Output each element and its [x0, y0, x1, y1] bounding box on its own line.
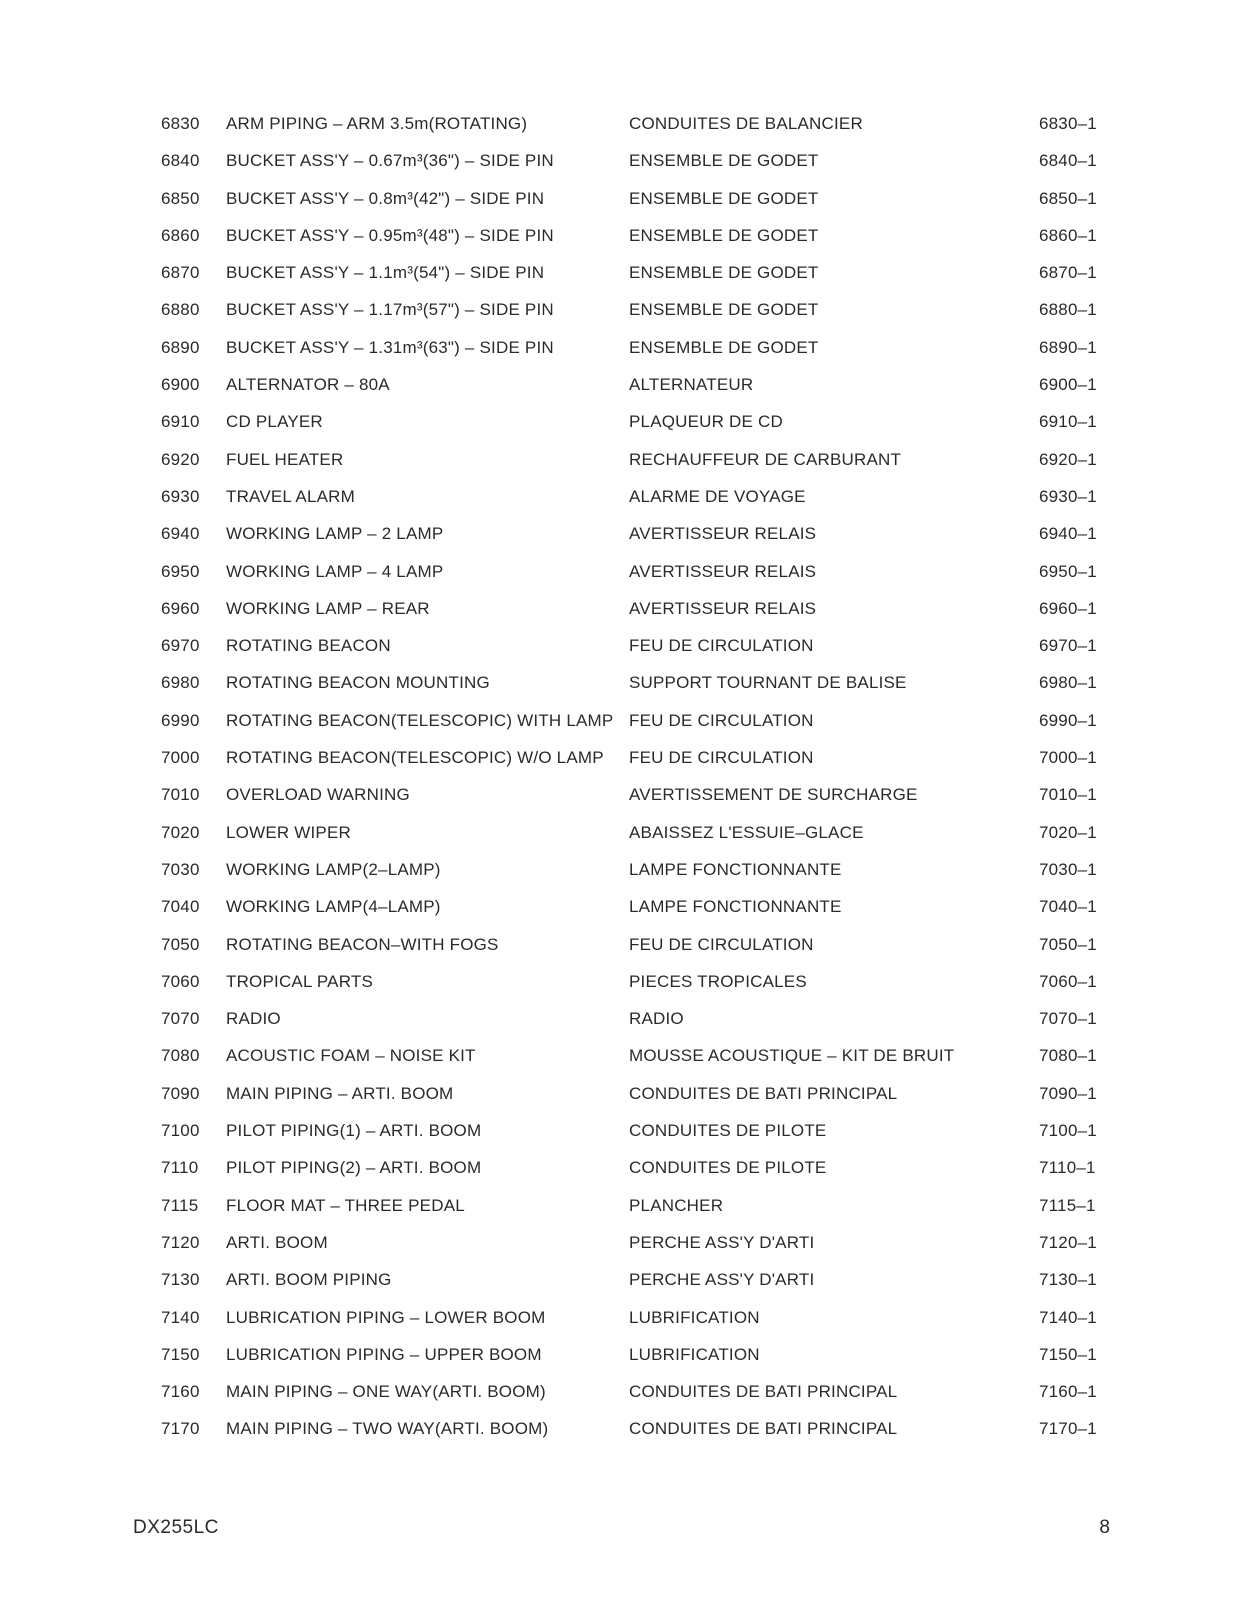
table-row: [0, 1076, 1236, 1113]
french-title: LUBRIFICATION: [629, 1307, 760, 1327]
table-row: [0, 1262, 1236, 1299]
table-row: [0, 479, 1236, 516]
section-number: 7090: [161, 1083, 200, 1103]
english-title: PILOT PIPING(2) – ARTI. BOOM: [226, 1158, 482, 1178]
french-title: ABAISSEZ L'ESSUIE–GLACE: [629, 822, 864, 842]
page-reference: 6950–1: [1039, 561, 1097, 581]
english-title: ROTATING BEACON(TELESCOPIC) WITH LAMP: [226, 710, 614, 730]
table-row: [0, 1225, 1236, 1262]
english-title: ACOUSTIC FOAM – NOISE KIT: [226, 1046, 476, 1066]
table-row: [0, 1411, 1236, 1448]
english-title: WORKING LAMP – REAR: [226, 598, 430, 618]
french-title: FEU DE CIRCULATION: [629, 710, 814, 730]
table-row: [0, 852, 1236, 889]
french-title: RECHAUFFEUR DE CARBURANT: [629, 449, 902, 469]
section-number: 6880: [161, 300, 200, 320]
french-title: ENSEMBLE DE GODET: [629, 188, 819, 208]
section-number: 7070: [161, 1009, 200, 1029]
section-number: 7130: [161, 1270, 200, 1290]
french-title: ENSEMBLE DE GODET: [629, 337, 819, 357]
french-title: LAMPE FONCTIONNANTE: [629, 897, 842, 917]
page-reference: 7020–1: [1039, 822, 1097, 842]
page-reference: 7100–1: [1039, 1121, 1097, 1141]
section-number: 6940: [161, 524, 200, 544]
section-number: 6900: [161, 375, 200, 395]
table-row: [0, 367, 1236, 404]
english-title: MAIN PIPING – ONE WAY(ARTI. BOOM): [226, 1382, 546, 1402]
english-title: BUCKET ASS'Y – 1.1m³(54") – SIDE PIN: [226, 263, 545, 283]
english-title: RADIO: [226, 1009, 281, 1029]
section-number: 6950: [161, 561, 200, 581]
table-row: [0, 404, 1236, 441]
table-row: [0, 106, 1236, 143]
english-title: LOWER WIPER: [226, 822, 351, 842]
english-title: ARTI. BOOM: [226, 1232, 328, 1252]
english-title: FUEL HEATER: [226, 449, 344, 469]
section-number: 7040: [161, 897, 200, 917]
section-number: 6920: [161, 449, 200, 469]
french-title: AVERTISSEMENT DE SURCHARGE: [629, 785, 918, 805]
french-title: ALARME DE VOYAGE: [629, 486, 806, 506]
page-reference: 6870–1: [1039, 263, 1097, 283]
french-title: CONDUITES DE BATI PRINCIPAL: [629, 1419, 898, 1439]
section-number: 6980: [161, 673, 200, 693]
page-reference: 7010–1: [1039, 785, 1097, 805]
french-title: ENSEMBLE DE GODET: [629, 300, 819, 320]
section-number: 7120: [161, 1232, 200, 1252]
page-reference: 7150–1: [1039, 1344, 1097, 1364]
english-title: ROTATING BEACON–WITH FOGS: [226, 934, 499, 954]
table-row: [0, 554, 1236, 591]
page-reference: 6840–1: [1039, 151, 1097, 171]
page-reference: 6940–1: [1039, 524, 1097, 544]
section-number: 7170: [161, 1419, 200, 1439]
french-title: LUBRIFICATION: [629, 1344, 760, 1364]
english-title: ARM PIPING – ARM 3.5m(ROTATING): [226, 114, 528, 133]
table-row: [0, 516, 1236, 553]
page-reference: 7050–1: [1039, 934, 1097, 954]
section-number: 6970: [161, 636, 200, 656]
table-row: [0, 927, 1236, 964]
page-reference: 7110–1: [1039, 1158, 1096, 1178]
section-number: 7000: [161, 748, 200, 768]
table-row: [0, 1038, 1236, 1075]
section-number: 6890: [161, 337, 200, 357]
section-number: 6860: [161, 225, 200, 245]
parts-index-table: [0, 106, 1236, 1449]
page-reference: 6990–1: [1039, 710, 1097, 730]
section-number: 7110: [161, 1158, 199, 1178]
section-number: 7150: [161, 1344, 200, 1364]
page-reference: 7080–1: [1039, 1046, 1097, 1066]
french-title: ALTERNATEUR: [629, 375, 754, 395]
french-title: AVERTISSEUR RELAIS: [629, 561, 817, 581]
english-title: BUCKET ASS'Y – 0.95m³(48") – SIDE PIN: [226, 225, 554, 245]
english-title: LUBRICATION PIPING – LOWER BOOM: [226, 1307, 546, 1327]
section-number: 7100: [161, 1121, 200, 1141]
english-title: ROTATING BEACON(TELESCOPIC) W/O LAMP: [226, 748, 604, 768]
english-title: ROTATING BEACON: [226, 636, 391, 656]
table-row: [0, 1113, 1236, 1150]
french-title: PIECES TROPICALES: [629, 971, 807, 991]
french-title: FEU DE CIRCULATION: [629, 748, 814, 768]
page-reference: 6830–1: [1039, 114, 1097, 133]
english-title: MAIN PIPING – ARTI. BOOM: [226, 1083, 454, 1103]
section-number: 6930: [161, 486, 200, 506]
page-reference: 7170–1: [1039, 1419, 1097, 1439]
section-number: 7020: [161, 822, 200, 842]
section-number: 6960: [161, 598, 200, 618]
page-reference: 7115–1: [1039, 1195, 1096, 1215]
french-title: CONDUITES DE PILOTE: [629, 1158, 827, 1178]
english-title: ALTERNATOR – 80A: [226, 375, 390, 395]
section-number: 6910: [161, 412, 200, 432]
english-title: ROTATING BEACON MOUNTING: [226, 673, 490, 693]
section-number: 7010: [161, 785, 200, 805]
page-reference: 7070–1: [1039, 1009, 1097, 1029]
page-reference: 6850–1: [1039, 188, 1097, 208]
section-number: 7080: [161, 1046, 200, 1066]
page-reference: 7090–1: [1039, 1083, 1097, 1103]
section-number: 6840: [161, 151, 200, 171]
page-reference: 6900–1: [1039, 375, 1097, 395]
english-title: TRAVEL ALARM: [226, 486, 355, 506]
page-reference: 6980–1: [1039, 673, 1097, 693]
table-row: [0, 1337, 1236, 1374]
page-reference: 7060–1: [1039, 971, 1097, 991]
english-title: WORKING LAMP – 2 LAMP: [226, 524, 444, 544]
english-title: BUCKET ASS'Y – 0.67m³(36") – SIDE PIN: [226, 151, 554, 171]
french-title: CONDUITES DE PILOTE: [629, 1121, 827, 1141]
french-title: PERCHE ASS'Y D'ARTI: [629, 1232, 815, 1252]
section-number: 7140: [161, 1307, 200, 1327]
section-number: 7160: [161, 1382, 200, 1402]
french-title: CONDUITES DE BATI PRINCIPAL: [629, 1083, 898, 1103]
french-title: AVERTISSEUR RELAIS: [629, 598, 817, 618]
english-title: FLOOR MAT – THREE PEDAL: [226, 1195, 465, 1215]
section-number: 7115: [161, 1195, 199, 1215]
page-reference: 6960–1: [1039, 598, 1097, 618]
section-number: 7060: [161, 971, 200, 991]
table-row: [0, 591, 1236, 628]
french-title: RADIO: [629, 1009, 684, 1029]
table-row: [0, 703, 1236, 740]
english-title: OVERLOAD WARNING: [226, 785, 410, 805]
english-title: WORKING LAMP(4–LAMP): [226, 897, 441, 917]
page-reference: 6890–1: [1039, 337, 1097, 357]
page-reference: 6930–1: [1039, 486, 1097, 506]
section-number: 6850: [161, 188, 200, 208]
french-title: SUPPORT TOURNANT DE BALISE: [629, 673, 907, 693]
page-reference: 7140–1: [1039, 1307, 1097, 1327]
table-row: [0, 815, 1236, 852]
table-row: [0, 889, 1236, 926]
table-row: [0, 181, 1236, 218]
french-title: ENSEMBLE DE GODET: [629, 263, 819, 283]
page-reference: 7040–1: [1039, 897, 1097, 917]
table-row: [0, 442, 1236, 479]
page-reference: 6920–1: [1039, 449, 1097, 469]
page-reference: 6860–1: [1039, 225, 1097, 245]
french-title: LAMPE FONCTIONNANTE: [629, 859, 842, 879]
section-number: 6990: [161, 710, 200, 730]
french-title: ENSEMBLE DE GODET: [629, 225, 819, 245]
english-title: WORKING LAMP – 4 LAMP: [226, 561, 444, 581]
section-number: 7050: [161, 934, 200, 954]
table-row: [0, 740, 1236, 777]
page-reference: 7130–1: [1039, 1270, 1097, 1290]
table-row: [0, 1374, 1236, 1411]
section-number: 6870: [161, 263, 200, 283]
table-row: [0, 777, 1236, 814]
page-reference: 6880–1: [1039, 300, 1097, 320]
footer-page-number: 8: [1099, 1517, 1110, 1538]
page-reference: 7120–1: [1039, 1232, 1097, 1252]
table-row: [0, 964, 1236, 1001]
table-row: [0, 1150, 1236, 1187]
table-row: [0, 665, 1236, 702]
english-title: BUCKET ASS'Y – 1.31m³(63") – SIDE PIN: [226, 337, 554, 357]
french-title: ENSEMBLE DE GODET: [629, 151, 819, 171]
english-title: PILOT PIPING(1) – ARTI. BOOM: [226, 1121, 482, 1141]
table-row: [0, 255, 1236, 292]
section-number: 6830: [161, 114, 200, 133]
page-reference: 7160–1: [1039, 1382, 1097, 1402]
table-row: [0, 143, 1236, 180]
page-reference: 7030–1: [1039, 859, 1097, 879]
table-row: [0, 1001, 1236, 1038]
french-title: PLAQUEUR DE CD: [629, 412, 783, 432]
english-title: WORKING LAMP(2–LAMP): [226, 859, 441, 879]
table-row: [0, 628, 1236, 665]
french-title: PLANCHER: [629, 1195, 724, 1215]
table-row: [0, 1300, 1236, 1337]
english-title: LUBRICATION PIPING – UPPER BOOM: [226, 1344, 542, 1364]
page-reference: 6970–1: [1039, 636, 1097, 656]
english-title: TROPICAL PARTS: [226, 971, 374, 991]
english-title: CD PLAYER: [226, 412, 323, 432]
french-title: CONDUITES DE BALANCIER: [629, 114, 863, 133]
french-title: CONDUITES DE BATI PRINCIPAL: [629, 1382, 898, 1402]
french-title: FEU DE CIRCULATION: [629, 636, 814, 656]
french-title: MOUSSE ACOUSTIQUE – KIT DE BRUIT: [629, 1046, 955, 1066]
english-title: BUCKET ASS'Y – 0.8m³(42") – SIDE PIN: [226, 188, 545, 208]
table-row: [0, 1188, 1236, 1225]
french-title: PERCHE ASS'Y D'ARTI: [629, 1270, 815, 1290]
table-row: [0, 218, 1236, 255]
page-reference: 6910–1: [1039, 412, 1097, 432]
footer-model-label: DX255LC: [133, 1517, 219, 1538]
english-title: BUCKET ASS'Y – 1.17m³(57") – SIDE PIN: [226, 300, 554, 320]
french-title: FEU DE CIRCULATION: [629, 934, 814, 954]
table-row: [0, 292, 1236, 329]
french-title: AVERTISSEUR RELAIS: [629, 524, 817, 544]
english-title: ARTI. BOOM PIPING: [226, 1270, 392, 1290]
english-title: MAIN PIPING – TWO WAY(ARTI. BOOM): [226, 1419, 549, 1439]
table-row: [0, 330, 1236, 367]
section-number: 7030: [161, 859, 200, 879]
page-reference: 7000–1: [1039, 748, 1097, 768]
